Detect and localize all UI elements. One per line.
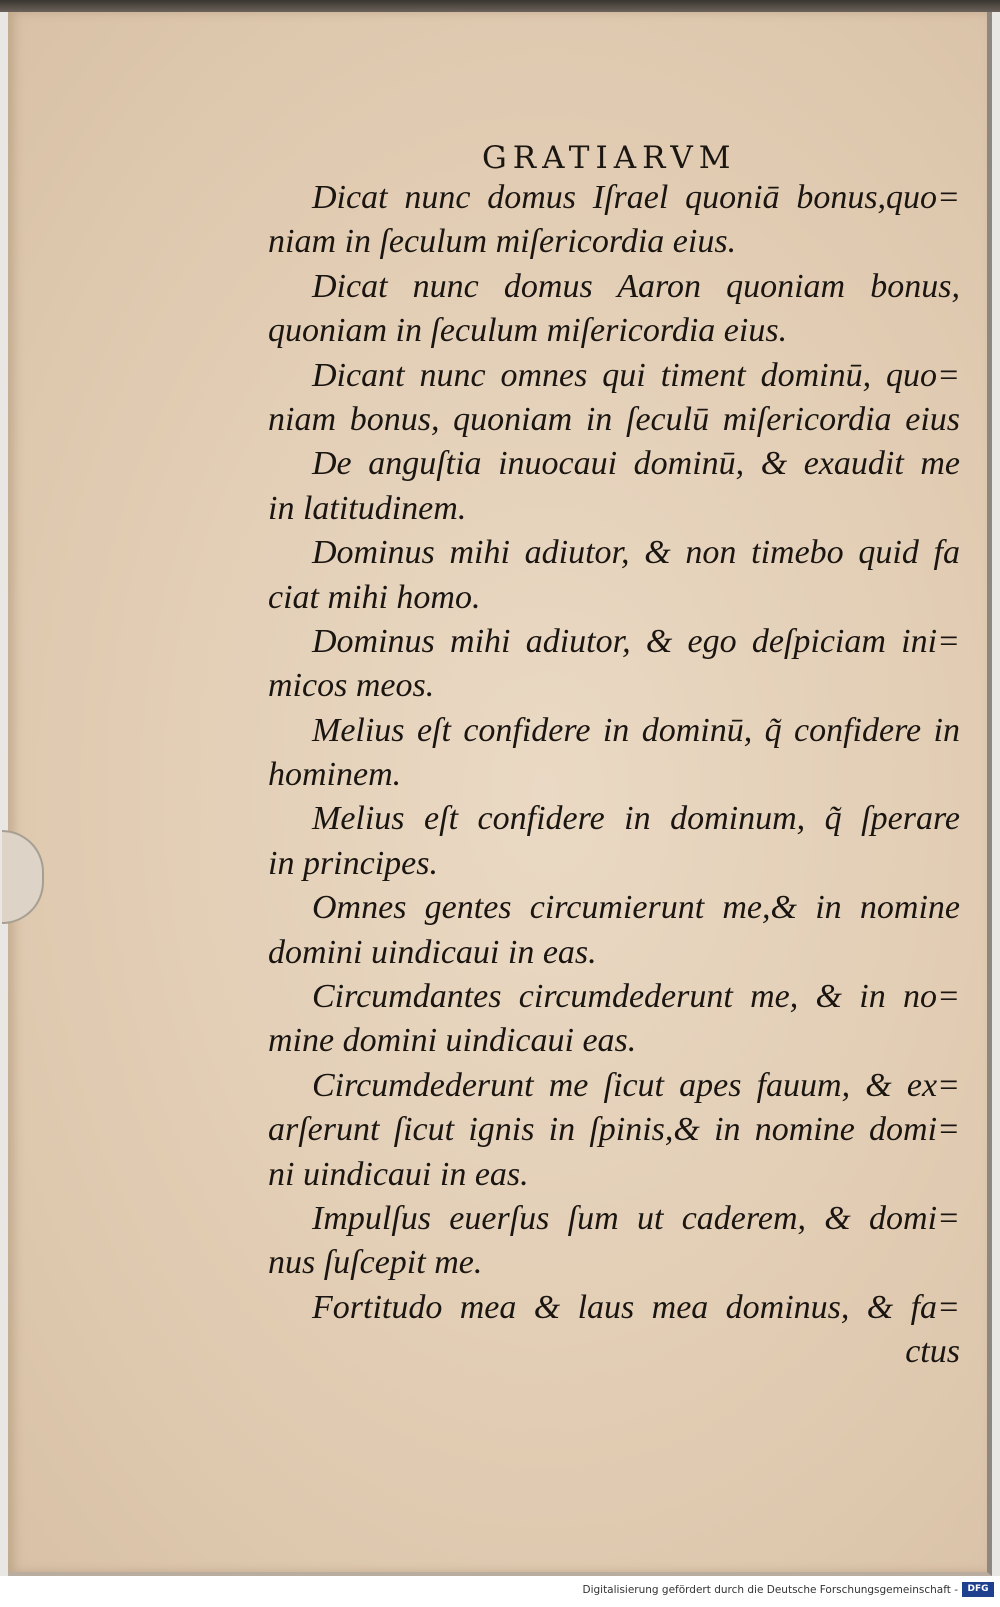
text-line: nus ſuſcepit me.: [268, 1244, 483, 1282]
text-line: quoniam in ſeculum miſericordia eius.: [268, 312, 788, 350]
scanner-frame-edge: [0, 0, 1000, 12]
text-line: micos meos.: [268, 667, 435, 705]
text-line: De anguſtia inuocaui dominū, & exaudit me: [312, 445, 960, 483]
text-line: Dominus mihi adiutor, & ego deſpiciam ini=: [312, 622, 960, 660]
text-line: Melius eſt confidere in dominum, q̃ ſperare: [312, 800, 960, 838]
text-line: arſerunt ſicut ignis in ſpinis,& in nomine domi=: [268, 1111, 960, 1149]
text-line: Dicat nunc domus Iſrael quoniā bonus,quo=: [312, 179, 960, 216]
text-line: ni uindicaui in eas.: [268, 1155, 529, 1193]
text-line: in latitudinem.: [268, 489, 467, 527]
text-line: ctus: [905, 1333, 960, 1371]
text-line: Melius eſt confidere in dominū, q̃ confidere in: [312, 711, 960, 749]
text-line: Fortitudo mea & laus mea dominus, & fa=: [312, 1288, 960, 1326]
text-line: ciat mihi homo.: [268, 578, 481, 616]
digitization-footer: [0, 1576, 1000, 1607]
text-line: Dicat nunc domus Aaron quoniam bonus,: [312, 267, 960, 305]
text-line: Dominus mihi adiutor, & non timebo quid fa: [312, 534, 960, 572]
psalm-text-block: [268, 176, 960, 1375]
page-tab: [2, 830, 44, 924]
text-line: Dicant nunc omnes qui timent dominū, quo=: [312, 356, 960, 394]
text-line: in principes.: [268, 844, 438, 882]
text-line: hominem.: [268, 756, 402, 794]
text-line: Impulſus euerſus ſum ut caderem, & domi=: [312, 1199, 960, 1237]
text-line: mine domini uindicaui eas.: [268, 1022, 637, 1060]
dfg-logo: DFG: [962, 1582, 994, 1597]
running-head: GRATIARVM: [482, 140, 737, 176]
text-line: domini uindicaui in eas.: [268, 933, 597, 971]
text-line: niam bonus, quoniam in ſeculū miſericordia eius: [268, 400, 960, 438]
text-line: niam in ſeculum miſericordia eius.: [268, 223, 737, 261]
text-line: Circumdantes circumdederunt me, & in no=: [312, 978, 960, 1016]
funding-credit: Digitalisierung gefördert durch die Deutsche Forschungsgemeinschaft -: [582, 1584, 958, 1596]
text-line: Omnes gentes circumierunt me,& in nomine: [312, 889, 960, 927]
text-line: Circumdederunt me ſicut apes fauum, & ex=: [312, 1066, 960, 1104]
